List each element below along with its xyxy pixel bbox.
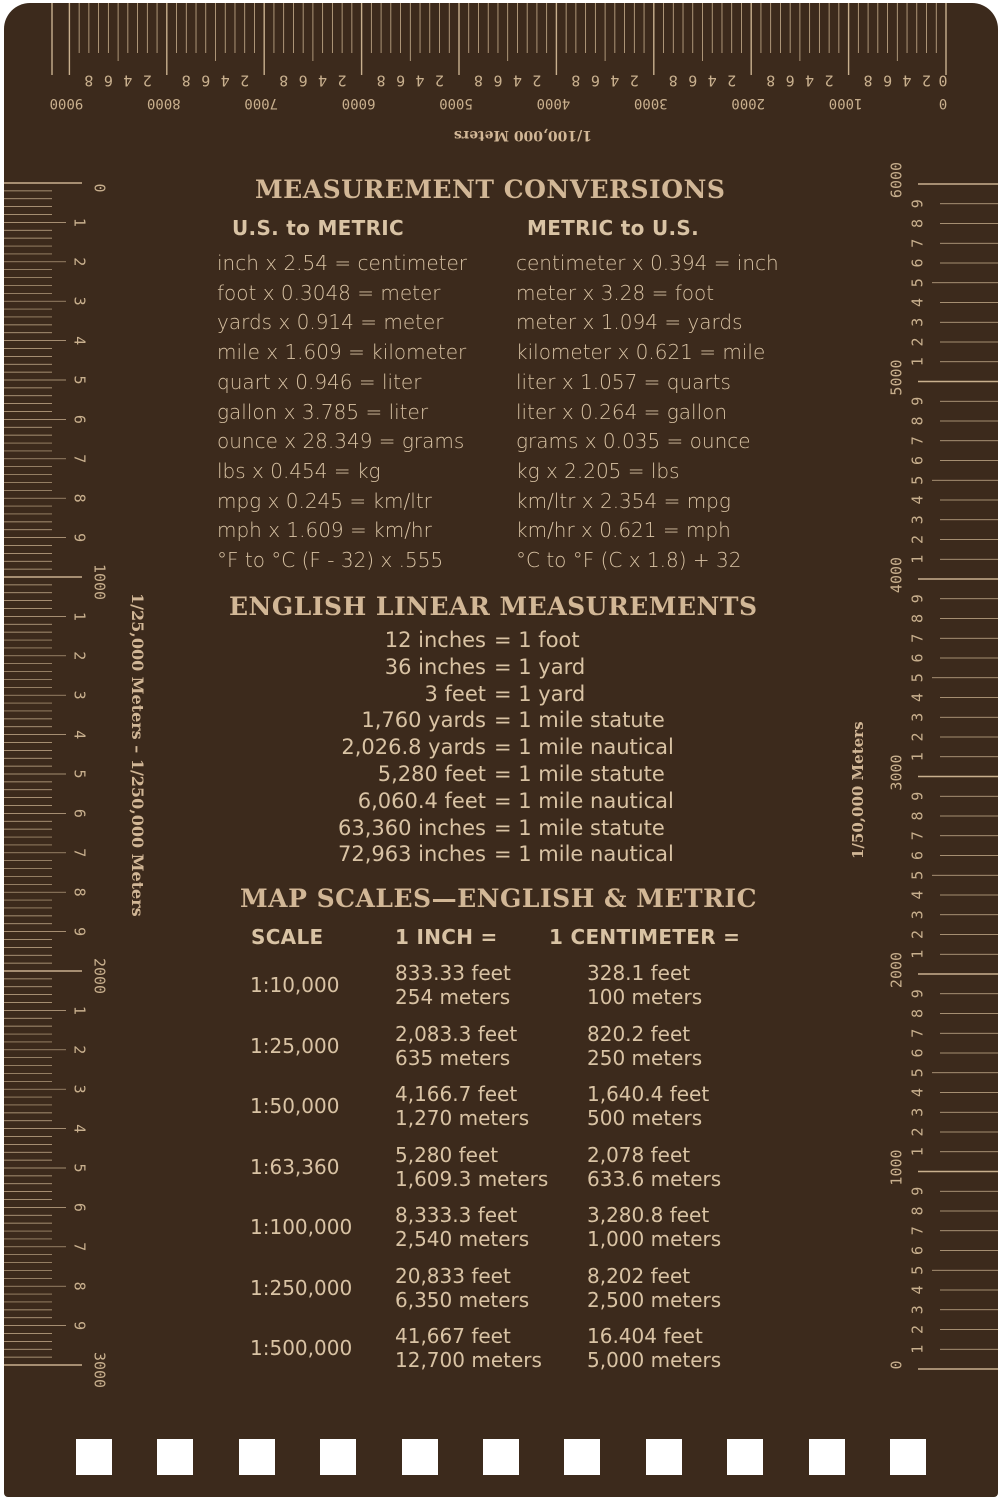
right-ruler-minor-label: 9 bbox=[908, 199, 927, 209]
top-ruler-minor-label: 4 bbox=[610, 71, 620, 90]
inch-feet-value: 833.33 feet bbox=[395, 961, 511, 985]
top-ruler-minor-label: 4 bbox=[805, 71, 815, 90]
top-ruler-major-label: 8000 bbox=[146, 95, 181, 111]
top-ruler-minor-label: 4 bbox=[707, 71, 717, 90]
left-ruler-minor-label: 1 bbox=[70, 217, 89, 227]
right-ruler-minor-label: 3 bbox=[908, 317, 927, 327]
top-ruler-minor-label: 2 bbox=[727, 71, 737, 90]
left-ruler-minor-label: 3 bbox=[70, 1084, 89, 1094]
right-ruler-minor-label: 7 bbox=[908, 831, 927, 841]
top-ruler-minor-label: 4 bbox=[220, 71, 230, 90]
linear-row bbox=[4, 762, 998, 788]
linear-equivalent: = 1 yard bbox=[494, 654, 586, 679]
right-ruler-minor-label: 2 bbox=[908, 929, 927, 940]
linear-equivalent: = 1 mile statute bbox=[494, 762, 665, 786]
cm-meters-value: 633.6 meters bbox=[587, 1166, 722, 1191]
scale-ratio: 1:50,000 bbox=[250, 1094, 340, 1118]
us-to-metric-line: quart x 0.946 = liter bbox=[217, 369, 422, 394]
inch-meters-value: 1,270 meters bbox=[395, 1106, 530, 1130]
linear-title: ENGLISH LINEAR MEASUREMENTS bbox=[229, 592, 758, 621]
right-ruler-minor-label: 1 bbox=[908, 357, 927, 367]
cm-feet-value: 1,640.4 feet bbox=[587, 1082, 710, 1106]
scale-ratio: 1:63,360 bbox=[250, 1154, 340, 1179]
us-to-metric-line: yards x 0.914 = meter bbox=[217, 310, 444, 335]
cm-meters-value: 500 meters bbox=[587, 1106, 703, 1130]
us-to-metric-line: mpg x 0.245 = km/ltr bbox=[217, 488, 432, 513]
punch-hole bbox=[76, 1439, 112, 1475]
linear-row bbox=[4, 842, 998, 868]
inch-feet-value: 4,166.7 feet bbox=[395, 1082, 518, 1106]
right-ruler-minor-label: 3 bbox=[908, 1305, 927, 1315]
inch-feet-value: 41,667 feet bbox=[395, 1324, 511, 1348]
right-ruler-minor-label: 8 bbox=[908, 416, 927, 426]
inch-feet-value: 2,083.3 feet bbox=[395, 1021, 518, 1046]
linear-row bbox=[4, 708, 998, 734]
left-ruler-minor-label: 7 bbox=[70, 1242, 89, 1252]
top-ruler-minor-label: 6 bbox=[590, 71, 600, 90]
cm-feet-value: 328.1 feet bbox=[587, 961, 691, 985]
metric-to-us-line: meter x 1.094 = yards bbox=[516, 310, 743, 335]
top-ruler-minor-label: 2 bbox=[142, 71, 152, 90]
top-ruler-minor-label: 4 bbox=[512, 71, 522, 90]
right-ruler-minor-label: 7 bbox=[908, 436, 927, 446]
left-ruler-minor-label: 3 bbox=[70, 296, 89, 306]
top-ruler-minor-label: 6 bbox=[103, 71, 113, 90]
right-ruler-minor-label: 8 bbox=[908, 811, 927, 821]
left-ruler-minor-label: 2 bbox=[70, 257, 89, 267]
right-ruler-caption: 1/50,000 Meters bbox=[849, 721, 867, 859]
linear-equivalent: = 1 mile statute bbox=[494, 708, 665, 733]
right-ruler-minor-label: 3 bbox=[908, 1107, 927, 1117]
linear-equivalent: = 1 mile nautical bbox=[494, 788, 674, 813]
inch-meters-value: 1,609.3 meters bbox=[395, 1166, 549, 1191]
left-ruler-minor-label: 3 bbox=[70, 690, 89, 700]
right-ruler-minor-label: 3 bbox=[908, 712, 927, 722]
us-to-metric-line: inch x 2.54 = centimeter bbox=[217, 251, 467, 275]
right-ruler-major-label: 0 bbox=[887, 1360, 906, 1370]
right-ruler-minor-label: 9 bbox=[908, 989, 927, 999]
top-ruler-minor-label: 6 bbox=[493, 71, 503, 90]
right-ruler-minor-label: 8 bbox=[908, 218, 927, 229]
map-scales-title: MAP SCALES—ENGLISH & METRIC bbox=[240, 884, 757, 913]
left-ruler-minor-label: 1 bbox=[70, 611, 89, 621]
right-ruler-minor-label: 9 bbox=[908, 1186, 927, 1196]
right-ruler-minor-label: 4 bbox=[908, 692, 927, 703]
right-ruler-minor-label: 4 bbox=[908, 297, 927, 308]
right-ruler-minor-label: 5 bbox=[908, 870, 927, 880]
right-ruler-minor-label: 2 bbox=[908, 1127, 927, 1137]
top-ruler-minor-label: 4 bbox=[123, 71, 133, 90]
right-ruler-minor-label: 4 bbox=[908, 495, 927, 505]
top-ruler-major-label: 2000 bbox=[731, 95, 766, 111]
linear-row bbox=[4, 655, 998, 681]
left-ruler-minor-label: 8 bbox=[70, 887, 89, 897]
right-ruler-minor-label: 5 bbox=[908, 278, 927, 288]
cm-feet-value: 820.2 feet bbox=[587, 1021, 691, 1046]
left-ruler-minor-label: 2 bbox=[70, 651, 89, 661]
inch-meters-value: 2,540 meters bbox=[395, 1227, 530, 1251]
metric-to-us-line: °C to °F (C x 1.8) + 32 bbox=[516, 548, 742, 572]
right-ruler-major-label: 5000 bbox=[887, 359, 906, 396]
inch-feet-value: 20,833 feet bbox=[395, 1263, 511, 1288]
cm-feet-value: 8,202 feet bbox=[587, 1263, 691, 1288]
left-ruler-minor-label: 4 bbox=[70, 1124, 89, 1134]
top-ruler-minor-label: 8 bbox=[766, 71, 776, 90]
punch-hole bbox=[646, 1439, 682, 1475]
right-ruler-minor-label: 6 bbox=[908, 455, 927, 466]
us-to-metric-header: U.S. to METRIC bbox=[232, 216, 404, 240]
top-ruler-major-label: 7000 bbox=[244, 95, 279, 111]
left-ruler-minor-label: 4 bbox=[70, 336, 89, 346]
cm-meters-value: 2,500 meters bbox=[587, 1287, 722, 1312]
metric-to-us-line: km/ltr x 2.354 = mpg bbox=[516, 488, 731, 513]
linear-row bbox=[4, 816, 998, 842]
linear-quantity: 12 inches bbox=[384, 628, 486, 652]
right-ruler-minor-label: 5 bbox=[908, 1265, 927, 1275]
linear-quantity: 2,026.8 yards bbox=[341, 735, 486, 760]
punch-hole bbox=[809, 1439, 845, 1475]
top-ruler-major-label: 5000 bbox=[439, 95, 473, 111]
us-to-metric-line: lbs x 0.454 = kg bbox=[217, 458, 381, 483]
metric-to-us-line: liter x 0.264 = gallon bbox=[516, 399, 728, 424]
scale-ratio: 1:10,000 bbox=[250, 973, 340, 997]
top-ruler-minor-label: 8 bbox=[376, 71, 386, 90]
right-ruler-minor-label: 6 bbox=[908, 850, 927, 861]
top-ruler-zero-label: 0 bbox=[938, 71, 948, 90]
left-ruler-minor-label: 4 bbox=[70, 730, 89, 740]
punch-hole bbox=[320, 1439, 356, 1475]
linear-equivalent: = 1 yard bbox=[494, 681, 586, 706]
top-ruler-minor-label: 4 bbox=[318, 71, 328, 90]
cm-meters-value: 1,000 meters bbox=[587, 1227, 722, 1251]
linear-quantity: 63,360 inches bbox=[337, 815, 486, 840]
inch-meters-value: 6,350 meters bbox=[395, 1287, 530, 1312]
top-ruler-major-label: 4000 bbox=[536, 95, 571, 111]
top-ruler-minor-label: 6 bbox=[201, 71, 211, 90]
left-ruler-minor-label: 6 bbox=[70, 1202, 89, 1212]
top-ruler-major-label: 6000 bbox=[341, 95, 376, 111]
top-ruler-major-label: 9000 bbox=[49, 95, 84, 111]
top-ruler-minor-label: 2 bbox=[824, 71, 834, 90]
right-ruler-minor-label: 6 bbox=[908, 1048, 927, 1058]
right-ruler-minor-label: 1 bbox=[908, 752, 927, 762]
right-ruler-minor-label: 9 bbox=[908, 594, 927, 604]
linear-row bbox=[4, 789, 998, 815]
left-ruler-caption: 1/25,000 Meters – 1/250,000 Meters bbox=[128, 593, 147, 917]
left-ruler-minor-label: 6 bbox=[70, 414, 89, 424]
metric-to-us-line: kilometer x 0.621 = mile bbox=[516, 340, 766, 365]
inch-feet-value: 5,280 feet bbox=[395, 1142, 499, 1167]
left-ruler-major-label: 1000 bbox=[90, 563, 109, 601]
right-ruler-minor-label: 2 bbox=[908, 732, 927, 742]
inch-column-header: 1 INCH = bbox=[395, 925, 498, 949]
punch-hole bbox=[239, 1439, 275, 1475]
right-ruler-minor-label: 4 bbox=[908, 1087, 927, 1098]
cm-meters-value: 250 meters bbox=[587, 1045, 703, 1070]
linear-row bbox=[4, 735, 998, 761]
left-ruler-minor-label: 1 bbox=[70, 1005, 89, 1015]
linear-quantity: 1,760 yards bbox=[361, 708, 486, 733]
top-ruler-minor-label: 8 bbox=[863, 71, 873, 90]
punch-hole bbox=[483, 1439, 519, 1475]
cm-meters-value: 5,000 meters bbox=[587, 1348, 722, 1372]
linear-equivalent: = 1 mile nautical bbox=[494, 735, 674, 760]
cm-meters-value: 100 meters bbox=[587, 985, 703, 1009]
metric-to-us-header: METRIC to U.S. bbox=[527, 216, 699, 240]
top-ruler-minor-label: 2 bbox=[337, 71, 347, 90]
linear-equivalent: = 1 mile statute bbox=[494, 815, 665, 840]
top-ruler-minor-label: 6 bbox=[883, 71, 893, 90]
left-ruler-minor-label: 5 bbox=[70, 1163, 89, 1173]
right-ruler-minor-label: 6 bbox=[908, 258, 927, 268]
us-to-metric-line: mph x 1.609 = km/hr bbox=[217, 518, 432, 543]
inch-meters-value: 12,700 meters bbox=[395, 1348, 542, 1372]
right-ruler-minor-label: 5 bbox=[908, 475, 927, 485]
top-ruler-minor-label: 2 bbox=[240, 71, 250, 90]
right-ruler-minor-label: 7 bbox=[908, 1226, 927, 1236]
right-ruler-minor-label: 6 bbox=[908, 653, 927, 663]
top-ruler-minor-label: 2 bbox=[532, 71, 542, 90]
right-ruler-minor-label: 7 bbox=[908, 633, 927, 643]
left-ruler-major-label: 2000 bbox=[90, 957, 109, 995]
right-ruler-minor-label: 1 bbox=[908, 1344, 927, 1354]
metric-to-us-line: meter x 3.28 = foot bbox=[516, 280, 715, 305]
right-ruler-minor-label: 5 bbox=[908, 1068, 927, 1078]
inch-meters-value: 254 meters bbox=[395, 985, 511, 1009]
right-ruler-minor-label: 1 bbox=[908, 554, 927, 564]
right-ruler-minor-label: 8 bbox=[908, 613, 927, 624]
left-ruler-minor-label: 7 bbox=[70, 454, 89, 464]
top-ruler-minor-label: 6 bbox=[785, 71, 795, 90]
punch-hole bbox=[890, 1439, 926, 1475]
centimeter-column-header: 1 CENTIMETER = bbox=[549, 925, 741, 949]
right-ruler-minor-label: 2 bbox=[908, 337, 927, 347]
cm-feet-value: 3,280.8 feet bbox=[587, 1203, 710, 1227]
linear-quantity: 3 feet bbox=[424, 681, 486, 706]
top-ruler-minor-label: 2 bbox=[435, 71, 445, 90]
top-ruler-minor-label: 8 bbox=[668, 71, 678, 90]
metric-to-us-line: grams x 0.035 = ounce bbox=[516, 429, 751, 454]
right-ruler-minor-label: 3 bbox=[908, 515, 927, 525]
scale-column-header: SCALE bbox=[251, 925, 324, 949]
right-ruler-minor-label: 4 bbox=[908, 1285, 927, 1295]
linear-quantity: 6,060.4 feet bbox=[357, 788, 486, 813]
us-to-metric-line: mile x 1.609 = kilometer bbox=[217, 340, 467, 365]
scale-ratio: 1:25,000 bbox=[250, 1033, 340, 1058]
cm-feet-value: 16.404 feet bbox=[587, 1324, 703, 1348]
top-ruler-minor-label: 6 bbox=[298, 71, 308, 90]
top-ruler-minor-label: 8 bbox=[473, 71, 483, 90]
right-ruler-major-label: 3000 bbox=[887, 754, 906, 791]
reference-card bbox=[4, 3, 998, 1497]
left-ruler-minor-label: 7 bbox=[70, 848, 89, 858]
us-to-metric-line: gallon x 3.785 = liter bbox=[217, 399, 429, 424]
right-ruler-minor-label: 9 bbox=[908, 791, 927, 801]
top-ruler-minor-label: 8 bbox=[279, 71, 289, 90]
top-ruler-minor-label: 8 bbox=[571, 71, 581, 90]
top-ruler-minor-label: 6 bbox=[688, 71, 698, 90]
inch-feet-value: 8,333.3 feet bbox=[395, 1203, 518, 1227]
left-ruler-minor-label: 9 bbox=[70, 927, 89, 937]
inch-meters-value: 635 meters bbox=[395, 1045, 511, 1070]
us-to-metric-line: ounce x 28.349 = grams bbox=[217, 429, 465, 454]
right-ruler-major-label: 6000 bbox=[887, 161, 906, 199]
right-ruler-minor-label: 8 bbox=[908, 1206, 927, 1216]
linear-row bbox=[4, 628, 998, 654]
right-ruler-minor-label: 1 bbox=[908, 949, 927, 959]
us-to-metric-line: °F to °C (F - 32) x .555 bbox=[217, 548, 444, 572]
scale-ratio: 1:250,000 bbox=[250, 1275, 353, 1300]
left-ruler-minor-label: 5 bbox=[70, 769, 89, 779]
top-ruler-caption: 1/100,000 Meters bbox=[453, 127, 592, 143]
right-ruler-minor-label: 2 bbox=[908, 1324, 927, 1335]
scale-ratio: 1:500,000 bbox=[250, 1336, 353, 1360]
right-ruler-minor-label: 1 bbox=[908, 1147, 927, 1157]
right-ruler-minor-label: 3 bbox=[908, 910, 927, 920]
top-ruler-minor-label: 8 bbox=[84, 71, 94, 90]
right-ruler-major-label: 2000 bbox=[887, 951, 906, 989]
top-ruler-minor-label: 2 bbox=[629, 71, 639, 90]
right-ruler-major-label: 1000 bbox=[887, 1149, 906, 1186]
top-ruler-major-label: 0 bbox=[938, 95, 948, 111]
top-ruler-major-label: 3000 bbox=[633, 95, 668, 111]
top-ruler-minor-label: 6 bbox=[396, 71, 406, 90]
cm-feet-value: 2,078 feet bbox=[587, 1142, 691, 1167]
left-ruler-minor-label: 2 bbox=[70, 1045, 89, 1055]
left-ruler-minor-label: 8 bbox=[70, 493, 89, 503]
left-ruler-major-label: 3000 bbox=[90, 1351, 109, 1389]
metric-to-us-line: liter x 1.057 = quarts bbox=[516, 369, 731, 394]
right-ruler-minor-label: 7 bbox=[908, 1028, 927, 1038]
top-ruler-minor-label: 4 bbox=[902, 71, 912, 90]
right-ruler-minor-label: 6 bbox=[908, 1245, 927, 1256]
right-ruler-minor-label: 8 bbox=[908, 1008, 927, 1019]
right-ruler-minor-label: 9 bbox=[908, 396, 927, 406]
top-ruler-minor-label: 8 bbox=[181, 71, 191, 90]
left-ruler-minor-label: 9 bbox=[70, 1321, 89, 1331]
right-ruler-major-label: 4000 bbox=[887, 556, 906, 594]
left-ruler-minor-label: 5 bbox=[70, 375, 89, 385]
metric-to-us-line: kg x 2.205 = lbs bbox=[516, 458, 680, 483]
punch-hole bbox=[564, 1439, 600, 1475]
linear-quantity: 36 inches bbox=[384, 654, 486, 679]
top-ruler-minor-label: 4 bbox=[415, 71, 425, 90]
linear-equivalent: = 1 foot bbox=[494, 628, 580, 652]
punch-hole bbox=[727, 1439, 763, 1475]
top-ruler-major-label: 1000 bbox=[828, 95, 863, 111]
linear-row bbox=[4, 682, 998, 708]
right-ruler-minor-label: 7 bbox=[908, 238, 927, 248]
scale-ratio: 1:100,000 bbox=[250, 1215, 353, 1239]
metric-to-us-line: centimeter x 0.394 = inch bbox=[516, 251, 779, 275]
left-ruler-major-label: 0 bbox=[90, 183, 109, 193]
linear-equivalent: = 1 mile nautical bbox=[494, 842, 674, 867]
right-ruler-minor-label: 5 bbox=[908, 673, 927, 683]
linear-quantity: 5,280 feet bbox=[377, 762, 486, 786]
linear-quantity: 72,963 inches bbox=[337, 842, 486, 867]
left-ruler-minor-label: 6 bbox=[70, 808, 89, 818]
left-ruler-minor-label: 9 bbox=[70, 533, 89, 543]
left-ruler-minor-label: 8 bbox=[70, 1281, 89, 1291]
punch-hole bbox=[157, 1439, 193, 1475]
metric-to-us-line: km/hr x 0.621 = mph bbox=[516, 518, 731, 543]
right-ruler-minor-label: 2 bbox=[908, 534, 927, 545]
top-ruler-minor-label: 2 bbox=[922, 71, 932, 90]
us-to-metric-line: foot x 0.3048 = meter bbox=[217, 280, 441, 305]
right-ruler-minor-label: 4 bbox=[908, 890, 927, 900]
punch-hole bbox=[402, 1439, 438, 1475]
conversions-title: MEASUREMENT CONVERSIONS bbox=[255, 175, 726, 204]
